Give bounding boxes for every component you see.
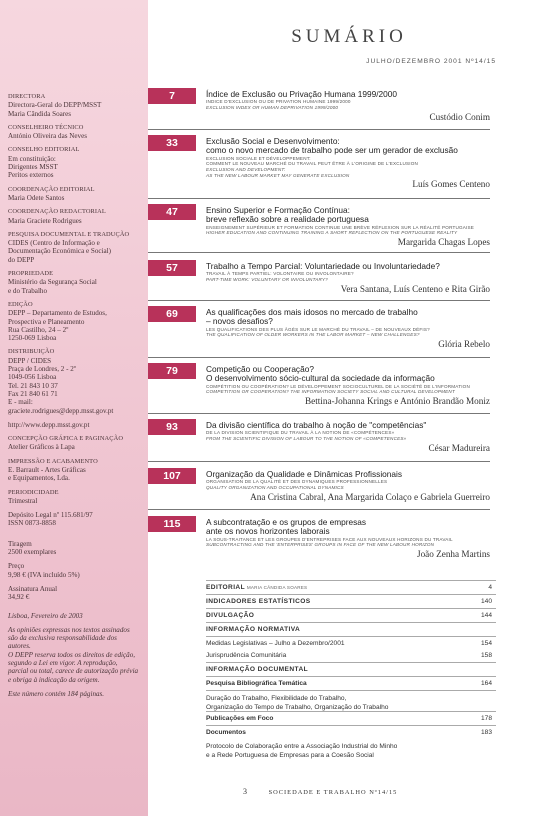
article-title-en: QUALITY ORGANIZATION AND OCCUPATIONAL DYNAMICS	[206, 485, 344, 490]
index-page: 4	[488, 584, 492, 591]
index-label: Publicações em Foco	[206, 715, 274, 722]
article-author: Vera Santana, Luís Centeno e Rita Girão	[340, 283, 490, 294]
divider	[148, 300, 490, 301]
edicao-heading: EDIÇÃO	[8, 300, 33, 308]
index-page: 144	[480, 612, 492, 619]
article-title-line2: ante os novos horizontes laborais	[206, 526, 330, 537]
assinatura-value: 34,92 €	[8, 593, 30, 602]
article-page-number: 107	[148, 468, 196, 484]
article-title: As qualificações dos mais idosos no mercado de trabalho	[206, 307, 418, 317]
propriedade-line: Ministério da Segurança Social	[8, 278, 97, 287]
publication-date: Lisboa, Fevereiro de 2003	[8, 611, 83, 620]
index-page: 154	[480, 640, 492, 647]
article-author: Glória Rebelo	[438, 339, 490, 349]
sidebar-credits	[0, 0, 148, 816]
article-title-en-line2: AS THE NEW LABOUR MARKET MAY GENERATE EXCLUSION	[206, 172, 350, 178]
article-title: Índice de Exclusão ou Privação Humana 1999/2000	[206, 89, 397, 99]
index-page: 140	[480, 598, 492, 605]
page-number: 3	[243, 787, 248, 796]
article-page-number: 69	[148, 306, 196, 322]
article-title-en: SUBCONTRACTING AND THE 'ENTERPRISES' GROUPS IN FACE OF THE NEW LABOUR HORIZON	[206, 542, 435, 548]
index-label: Pesquisa Bibliográfica Temática	[206, 680, 307, 687]
article-title-fr: ORGANISATION DE LA QUALITÉ ET DES DYNAMIQUES PROFESSIONNELLES	[206, 479, 388, 485]
divider	[148, 198, 490, 199]
index-row-medidas[interactable]	[206, 636, 496, 650]
article-page-number: 93	[148, 419, 196, 435]
editorial-line: Dirigentes MSST	[8, 163, 58, 172]
index-row-normativa	[206, 622, 496, 636]
article-title-line2: O desenvolvimento sócio-cultural da sociedade da informação	[206, 373, 435, 384]
impressao-line: E. Barrault - Artes Gráficas	[8, 465, 86, 474]
article-page-number: 33	[148, 135, 196, 151]
divider	[148, 129, 490, 130]
tiragem-value: 2500 exemplares	[8, 548, 57, 557]
edicao-line: 1250-069 Lisboa	[8, 334, 57, 343]
index-description: Organização do Tempo de Trabalho, Organização do Trabalho	[206, 704, 389, 711]
tecnico-name: António Oliveira das Neves	[8, 132, 87, 141]
edicao-line: Rua Castilho, 24 – 2º	[8, 325, 69, 334]
distribuicao-phone: Tel. 21 843 10 37	[8, 381, 58, 390]
article-author: Custódio Conim	[429, 111, 490, 122]
index-editorial-author: MARIA CÂNDIDA SOARES	[246, 585, 308, 590]
article-author: Margarida Chagas Lopes	[397, 237, 490, 247]
distribuicao-email-label: E - mail:	[8, 398, 33, 407]
article-title-en: EXCLUSION INDEX OR HUMAN DEPRIVATION 1999/2000	[206, 105, 339, 110]
article-page-number: 7	[148, 88, 196, 104]
edicao-line: DEPP – Departamento de Estudos,	[8, 309, 107, 318]
table-of-contents	[148, 0, 550, 816]
article-title-en: EXCLUSION AND DEVELOPMENT:	[206, 167, 286, 172]
divider	[148, 461, 490, 462]
distribuicao-line: 1049-056 Lisboa	[8, 373, 57, 382]
article-title: Da divisão científica do trabalho à noção de "competências"	[206, 420, 427, 430]
index-label: INFORMAÇÃO DOCUMENTAL	[206, 666, 309, 673]
article-title-en: FROM THE SCIENTIFIC DIVISION OF LABOUR TO THE NOTION OF «COMPETENCES»	[206, 436, 407, 441]
editorial-line: Em constituição:	[8, 154, 56, 163]
pages-note: Este número contém 184 páginas.	[8, 689, 105, 698]
article-title: Trabalho a Tempo Parcial: Voluntariedade ou Involuntariedade?	[206, 261, 440, 271]
article-title-line2: – novos desafios?	[206, 316, 273, 327]
coord-editorial-heading: COORDENAÇÃO EDITORIAL	[8, 185, 95, 193]
index-row-foco[interactable]	[206, 711, 496, 725]
pesquisa-heading: PESQUISA DOCUMENTAL E TRADUÇÃO	[8, 230, 130, 238]
disclaimer-line: O DEPP reserva todos os direitos de edição,	[8, 650, 136, 659]
preco-value: 9,98 € (IVA incluído 5%)	[8, 570, 80, 579]
article-title-en: THE QUALIFICATION OF OLDER WORKERS IN THE LABOR MARKET – NEW CHALLENGES?	[206, 332, 420, 338]
article-title-line2: breve reflexão sobre a realidade portuguesa	[206, 214, 369, 225]
index-label: INFORMAÇÃO NORMATIVA	[206, 626, 301, 633]
pesquisa-line: Documentação Económica e Social)	[8, 247, 112, 256]
propriedade-line: e do Trabalho	[8, 286, 48, 295]
index-row-jurisprudencia[interactable]	[206, 650, 496, 662]
editorial-line: Peritos externos	[8, 171, 54, 180]
index-row-divulgacao[interactable]	[206, 608, 496, 622]
article-title: Ensino Superior e Formação Contínua:	[206, 205, 350, 215]
disclaimer-line: autores.	[8, 642, 31, 651]
article-title-fr: ENSEIGNEMENT SUPÉRIEUR ET FORMATION CONTINUE UNE BRÈVE RÉFLEXION SUR LA RÉALITÉ PORTUGAISE	[206, 224, 475, 230]
distribuicao-line: Praça de Londres, 2 - 2º	[8, 365, 76, 374]
article-title: Competição ou Cooperação?	[206, 364, 314, 374]
divider	[148, 413, 490, 414]
index-page: 164	[480, 680, 492, 687]
distribuicao-email[interactable]: graciete.rodrigues@depp.msst.gov.pt	[8, 406, 114, 415]
divider	[148, 252, 490, 253]
index-row-editorial[interactable]	[206, 580, 496, 594]
article-title-fr: LES QUALIFICATIONS DES PLUS ÂGÉS SUR LE MARCHÉ DU TRAVAIL – DE NOUVEAUX DÉFIS?	[206, 326, 430, 332]
periodicidade-value: Trimestral	[8, 496, 38, 505]
index-label: DIVULGAÇÃO	[206, 612, 255, 619]
direcao-heading: DIRECTORA	[8, 93, 46, 100]
editorial-heading: CONSELHO EDITORIAL	[8, 146, 80, 154]
distribuicao-fax: Fax 21 840 61 71	[8, 389, 58, 398]
article-title-en: PART-TIME WORK: VOLUNTARY OR INVOLUNTARY?	[206, 277, 328, 282]
direcao-name: Maria Cândida Soares	[8, 109, 72, 118]
index-description: e a Rede Portuguesa de Empresas para a Coesão Social	[206, 752, 374, 759]
disclaimer-line: segundo a Lei em vigor. A reprodução,	[8, 659, 118, 668]
article-author: João Zenha Martins	[417, 549, 490, 559]
article-title: Organização da Qualidade e Dinâmicas Profissionais	[206, 469, 403, 479]
article-title-fr: INDICE D'EXCLUSION OU DE PRIVATION HUMAINE 1999/2000	[206, 99, 351, 105]
index-page: 178	[480, 715, 492, 722]
pesquisa-line: CIDES (Centro de Informação e	[8, 239, 100, 248]
article-title-fr: COMPÉTITION OU COOPÉRATION? LE DÉVELOPPEMENT SOCIOCULTUREL DE LA SOCIÉTÉ DE L'INFORMATION	[206, 383, 470, 389]
issn: ISSN 0873-8858	[8, 519, 56, 528]
index-row-indicadores[interactable]	[206, 594, 496, 608]
disclaimer-line: são da exclusiva responsabilidade dos	[8, 634, 117, 643]
tecnico-heading: CONSELHEIRO TÉCNICO	[8, 123, 84, 131]
pesquisa-line: do DEPP	[8, 255, 35, 264]
website-link[interactable]: http://www.depp.msst.gov.pt	[8, 420, 90, 429]
divider	[148, 357, 490, 358]
disclaimer-line: As opiniões expressas nos textos assinados	[8, 625, 130, 634]
tiragem-heading: Tiragem	[8, 539, 32, 548]
index-page: 158	[480, 652, 492, 659]
index-row-documentos[interactable]	[206, 725, 496, 739]
article-title: Exclusão Social e Desenvolvimento:	[206, 136, 340, 146]
article-title-en: COMPETITION OR COOPERATION? THE INFORMATION SOCIETY SOCIAL AND CULTURAL DEVELOPMENT	[206, 389, 455, 395]
propriedade-heading: PROPRIEDADE	[8, 270, 54, 278]
article-author: César Madureira	[428, 442, 490, 453]
article-author: Bettina-Johanna Krings e António Brandão Moniz	[305, 396, 490, 406]
article-page-number: 47	[148, 204, 196, 220]
sections-index	[206, 580, 496, 760]
concepcao-name: Atelier Gráficos à Lapa	[8, 443, 75, 452]
article-title-line2: como o novo mercado de trabalho pode ser um gerador de exclusão	[206, 145, 458, 156]
article-page-number: 79	[148, 363, 196, 379]
magazine-name: SOCIEDADE E TRABALHO Nº14/15	[268, 789, 398, 796]
index-row-documentos-desc	[206, 739, 496, 760]
article-title-fr: TRAVAIL À TEMPS PARTIEL: VOLONTAIRE OU INVOLONTAIRE?	[206, 271, 354, 277]
index-description: Duração do Trabalho, Flexibilidade do Trabalho,	[206, 695, 347, 702]
index-row-pesquisa[interactable]	[206, 676, 496, 690]
article-title-fr-line2: COMMENT LE NOUVEAU MARCHÉ DU TRAVAIL PEUT ÊTRE À L'ORIGINE DE L'EXCLUSION	[206, 161, 419, 167]
article-title-fr: DE LA DIVISION SCIENTIFIQUE DU TRAVAIL À LA NOTION DE «COMPÉTENCES»	[206, 430, 395, 436]
distribuicao-line: DEPP / CIDES	[8, 356, 52, 365]
index-label: Documentos	[206, 729, 246, 736]
disclaimer-line: parcial ou total, carece de autorização prévia	[8, 667, 139, 676]
coord-editorial-name: Maria Odete Santos	[8, 193, 65, 202]
deposito-legal: Depósito Legal nº 115.681/97	[8, 511, 93, 520]
index-label: Jurisprudência Comunitária	[206, 652, 287, 659]
article-title-fr: EXCLUSION SOCIALE ET DÉVELOPPEMENT:	[206, 155, 311, 161]
concepcao-heading: CONCEPÇÃO GRÁFICA E PAGINAÇÃO	[8, 435, 124, 443]
article-author: Luís Gomes Centeno	[412, 179, 490, 190]
index-label: Medidas Legislativas – Julho a Dezembro/2001	[206, 640, 345, 647]
distribuicao-heading: DISTRIBUIÇÃO	[8, 348, 55, 356]
impressao-heading: IMPRESSÃO E ACABAMENTO	[8, 457, 98, 465]
index-row-pesquisa-desc	[206, 690, 496, 711]
impressao-line: e Equipamentos, Lda.	[8, 474, 70, 483]
article-page-number: 115	[148, 516, 196, 532]
article-title-fr: LA SOUS-TRAITANCE ET LES GROUPES D'ENTREPRISES FACE AUX NOUVEAUX HORIZONS DU TRAVAIL	[206, 536, 453, 542]
index-page: 183	[480, 729, 492, 736]
article-title: A subcontratação e os grupos de empresas	[206, 517, 367, 527]
issue-subtitle: JULHO/DEZEMBRO 2001 Nº14/15	[366, 58, 496, 65]
preco-heading: Preço	[8, 562, 25, 571]
article-title-en: HIGHER EDUCATION AND CONTINUING TRAINING A SHORT REFLECTION ON THE PORTUGUESE REALITY	[206, 230, 458, 236]
article-page-number: 57	[148, 260, 196, 276]
periodicidade-heading: PERIODICIDADE	[8, 488, 59, 496]
article-author: Ana Cristina Cabral, Ana Margarida Colaço e Gabriela Guerreiro	[250, 491, 490, 502]
index-label: INDICADORES ESTATÍSTICOS	[206, 598, 311, 605]
disclaimer-line: e obriga à indicação da origem.	[8, 675, 100, 684]
edicao-line: Prospectiva e Planeamento	[8, 317, 85, 326]
index-label: EDITORIAL	[206, 584, 246, 591]
divider	[148, 509, 490, 510]
page-footer	[243, 787, 397, 796]
direcao-role: Directora-Geral do DEPP/MSST	[8, 101, 102, 110]
assinatura-heading: Assinatura Anual	[8, 584, 58, 593]
index-description: Protocolo de Colaboração entre a Associação Industrial do Minho	[206, 743, 398, 750]
index-row-documental	[206, 662, 496, 676]
page-title: SUMÁRIO	[291, 26, 407, 47]
coord-redactorial-heading: COORDENAÇÃO REDACTORIAL	[8, 208, 106, 216]
coord-redactorial-name: Maria Graciete Rodrigues	[8, 216, 82, 225]
